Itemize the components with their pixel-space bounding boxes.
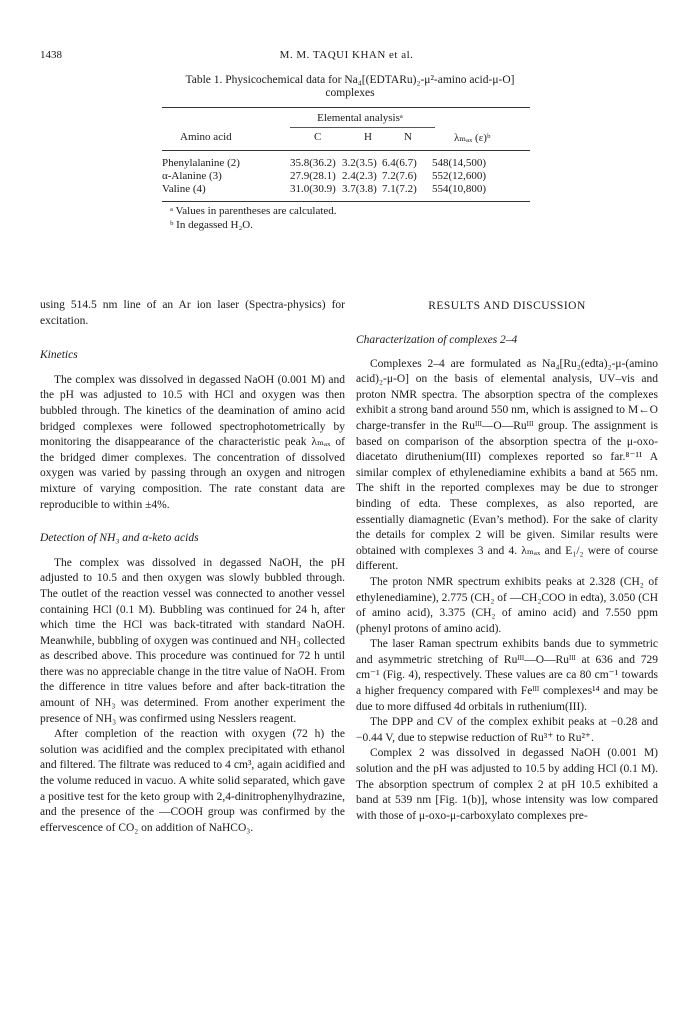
data-table bbox=[162, 156, 486, 195]
table-footnote-a: ᵃ Values in parentheses are calculated. bbox=[170, 205, 337, 217]
table-caption-line2: complexes bbox=[325, 87, 375, 99]
table-cell: 552(12,600) bbox=[432, 169, 487, 182]
results-paragraph-2: The proton NMR spectrum exhibits peaks at 2.328 (CH₂ of ethylenediamine), 2.775 (CH₂ of —CH₂COO in edta), 3.050 (CH of amino acid), 3.375 (CH₂ of amino acid) and 7.550 ppm (phenyl protons of amino acid). bbox=[356, 575, 658, 635]
table-cell: 7.2(7.6) bbox=[382, 169, 417, 182]
table-row bbox=[162, 156, 486, 169]
table-caption bbox=[100, 74, 600, 100]
table-cell: 6.4(6.7) bbox=[382, 156, 417, 169]
table-cell: α-Alanine (3) bbox=[162, 169, 222, 182]
col-header-lambda: λₘₐₓ (ε)ᵇ bbox=[454, 132, 491, 144]
kinetics-heading: Kinetics bbox=[40, 349, 78, 362]
table-cell: 3.2(3.5) bbox=[342, 156, 377, 169]
table-cell: 2.4(2.3) bbox=[342, 169, 377, 182]
characterization-heading: Characterization of complexes 2–4 bbox=[356, 334, 518, 346]
table-row bbox=[162, 182, 486, 195]
col-header-n: N bbox=[404, 131, 412, 143]
table-cell: 7.1(7.2) bbox=[382, 182, 417, 195]
detection-heading: Detection of NH₃ and α-keto acids bbox=[40, 532, 199, 545]
results-paragraph-5: Complex 2 was dissolved in degassed NaOH (0.001 M) solution and the pH was adjusted to 10.5 by adding HCl (0.1 M). The absorption spectrum of complex 2 at pH 10.5 exhibited a band at 539 nm [Fig. 1(b)], whose intensity was low compared with those of μ-oxo-μ-carboxylato complexes pre- bbox=[356, 747, 658, 822]
results-paragraph-4: The DPP and CV of the complex exhibit peaks at −0.28 and −0.44 V, due to stepwise reduction of Ru³⁺ to Ru²⁺. bbox=[356, 716, 658, 744]
results-paragraph-1: Complexes 2–4 are formulated as Na₄[Ru₂(edta)₂-μ-(amino acid)₂-μ-O] on the basis of elemental analysis, UV–vis and proton NMR spectra. The absorption spectra of the complexes exhibit a strong band around 550 nm, which is assigned to M←O charge-transfer in the Ruᴵᴵᴵ—O—Ruᴵᴵᴵ group. The assignment is based on comparison of the absorption spectra of the μ-oxo-diacetato diruthenium(III) complexes reported so far.⁸⁻¹¹ A similar complex of ethylenediamine exhibits a band at 565 nm. The shift in the reported complexes may be due to stronger binding of edta. These complexes, as also reported, are essentially diamagnetic (Evan’s method). For the sake of clarity the details for complex 2 will be given. Similar results were obtained with complexes 3 and 4. λₘₐₓ and E₁/₂ were of course different. bbox=[356, 357, 658, 573]
table-cell: 31.0(30.9) bbox=[290, 182, 336, 195]
table-caption-line1: Table 1. Physicochemical data for Na₄[(EDTARu)₂-μ²-amino acid-μ-O] bbox=[185, 74, 515, 86]
table-header-rule bbox=[162, 150, 530, 151]
table-bottom-rule bbox=[162, 201, 530, 202]
results-heading: RESULTS AND DISCUSSION bbox=[428, 300, 586, 312]
table-row bbox=[162, 169, 486, 182]
kinetics-paragraph: The complex was dissolved in degassed NaOH (0.001 M) and the pH was adjusted to 10.5 with HCl and oxygen was then bubbled through. The kinetics of the deamination of amino acid bridged complexes were followed spectrophotometrically by monitoring the disappearance of the characteristic peak λₘₐₓ of the bridged dimer complexes. The concentration of dissolved oxygen was varied by passing through an oxygen and nitrogen mixture of varying composition. The rate constant data are reproducible to within ±4%. bbox=[40, 373, 345, 511]
col-header-h: H bbox=[364, 131, 372, 143]
table-cell: Phenylalanine (2) bbox=[162, 156, 240, 169]
running-title: M. M. TAQUI KHAN et al. bbox=[279, 49, 414, 61]
table-footnote-b: ᵇ In degassed H₂O. bbox=[170, 219, 253, 231]
table-cell: Valine (4) bbox=[162, 182, 206, 195]
intro-paragraph: using 514.5 nm line of an Ar ion laser (Spectra-physics) for excitation. bbox=[40, 299, 345, 327]
table-cell: 554(10,800) bbox=[432, 182, 487, 195]
table-cell: 3.7(3.8) bbox=[342, 182, 377, 195]
table-cell: 27.9(28.1) bbox=[290, 169, 336, 182]
detection-paragraph-2: After completion of the reaction with oxygen (72 h) the solution was acidified and the complex precipitated with ethanol and filtered. The filtrate was reduced to 4 cm³, again acidified and the volume reduced in vacuo. A white solid separated, which gave a positive test for the keto group with 2,4-dinitrophenylhydrazine, and the presence of the —COOH group was confirmed by the effervescence of CO₂ on addition of NaHCO₃. bbox=[40, 728, 345, 834]
results-paragraph-3: The laser Raman spectrum exhibits bands due to symmetric and asymmetric stretching of Ruᴵᴵᴵ—O—Ruᴵᴵᴵ at 636 and 729 cm⁻¹ (Fig. 4), respectively. These values are ca 80 cm⁻¹ towards a higher frequency compared with Feᴵᴵᴵ complexes¹⁴ and may be due to more diffused 4d orbitals in ruthenium(III). bbox=[356, 638, 658, 713]
col-header-amino-acid: Amino acid bbox=[180, 131, 232, 143]
detection-paragraph-1: The complex was dissolved in degassed NaOH, the pH adjusted to 10.5 and then oxygen was slowly bubbled through. The outlet of the reaction vessel was connected to another vessel containing HCl (0.1 M). Bubbling was continued for 24 h, after which time the HCl was back-titrated with standard NaOH. Meanwhile, bubbling of oxygen was continued and NH₃ collected as described above. This procedure was continued for 72 h until there was no appreciable change in the titre value of NaOH. From the difference in titre values before and after back-titration the amount of NH₃ was determined. From another experiment the presence of NH₃ was confirmed using Nesslers reagent. bbox=[40, 556, 345, 725]
right-column bbox=[356, 333, 658, 824]
table-top-rule bbox=[162, 107, 530, 108]
page-number: 1438 bbox=[40, 49, 62, 61]
col-header-c: C bbox=[314, 131, 322, 143]
table-cell: 35.8(36.2) bbox=[290, 156, 336, 169]
left-column bbox=[40, 298, 345, 836]
group-header: Elemental analysisᵃ bbox=[317, 112, 403, 124]
group-header-rule bbox=[290, 127, 435, 128]
table-cell: 548(14,500) bbox=[432, 156, 487, 169]
